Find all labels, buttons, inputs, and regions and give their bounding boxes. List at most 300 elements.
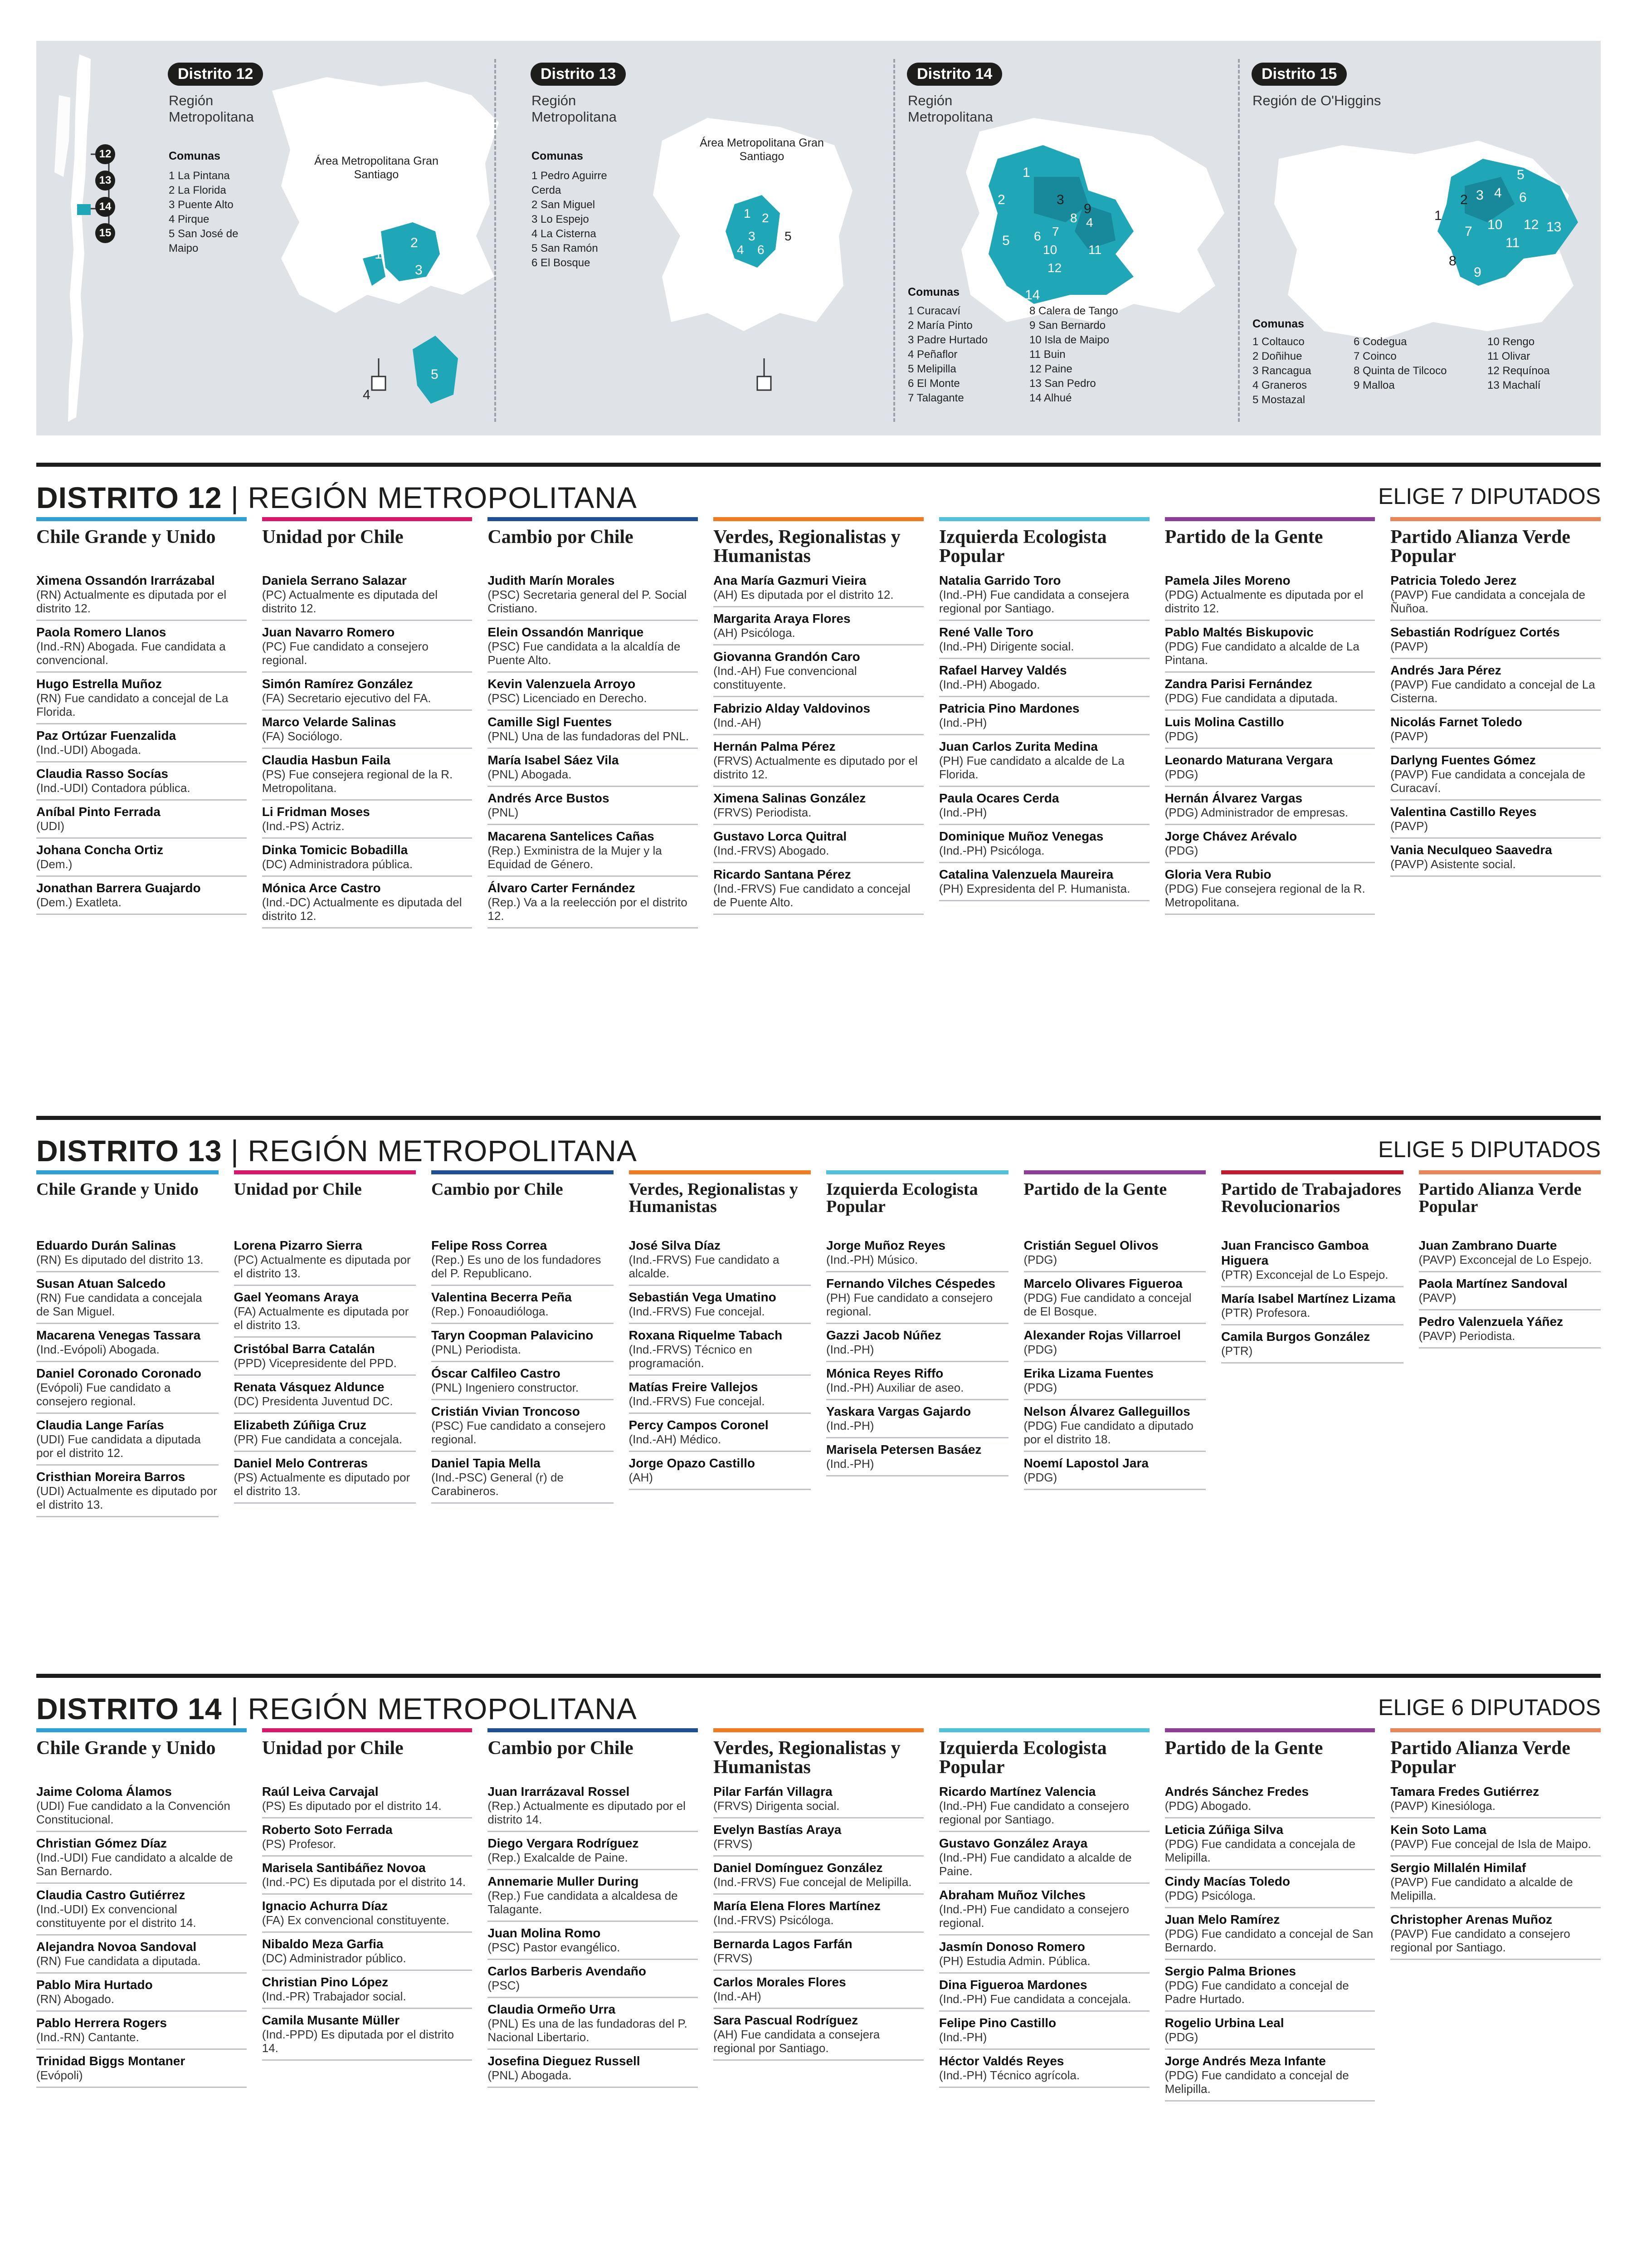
candidate-description: (Rep.) Es uno de los fundadores del P. Republicano. [431, 1253, 601, 1280]
svg-text:3: 3 [415, 263, 423, 278]
candidate-entry [262, 877, 473, 929]
candidate-name: Daniela Serrano Salazar [262, 573, 407, 587]
party-name: Verdes, Regionalistas y Humanistas [713, 527, 901, 567]
comuna-item: 4 Peñaflor [908, 348, 958, 361]
comunas-heading: Comunas [531, 150, 583, 162]
candidate-description: (PC) Actualmente es diputada del distrito 12. [262, 588, 438, 615]
party-column [487, 1728, 698, 2088]
candidate-entry [36, 1974, 247, 2012]
candidate-description: (Ind.-PH) Técnico agrícola. [939, 2068, 1080, 2082]
candidate-entry [629, 1376, 811, 1414]
candidate-name: Sara Pascual Rodríguez [713, 2013, 858, 2027]
candidate-description: (Ind.-PH) [939, 806, 987, 819]
candidate-entry [713, 697, 924, 735]
comuna-item: 4 La Cisterna [531, 228, 596, 240]
candidate-name: Pedro Valenzuela Yáñez [1418, 1315, 1564, 1329]
comuna-item: 3 Puente Alto [169, 199, 234, 211]
candidate-description: (DC) Administrador público. [262, 1951, 406, 1965]
candidate-name: Hernán Palma Pérez [713, 739, 836, 753]
candidate-description: (Ind.-RN) Abogada. Fue candidata a convencional. [36, 640, 226, 667]
candidate-name: Christopher Arenas Muñoz [1390, 1912, 1553, 1926]
candidate-name: Macarena Santelices Cañas [487, 829, 654, 843]
candidate-description: (RN) Fue candidato a concejal de La Florida. [36, 691, 229, 719]
candidate-description: (FRVS) Periodista. [713, 806, 812, 819]
party-column [939, 517, 1150, 901]
candidate-description: (PSC) Licenciado en Derecho. [487, 691, 647, 705]
svg-text:6: 6 [757, 243, 765, 257]
candidate-entry [826, 1324, 1009, 1362]
candidate-name: Andrés Jara Pérez [1390, 663, 1501, 677]
party-color-bar [262, 1728, 473, 1732]
candidate-description: (FRVS) Actualmente es diputado por el distrito 12. [713, 754, 918, 781]
svg-text:4: 4 [363, 387, 370, 402]
candidate-name: Dominique Muñoz Venegas [939, 829, 1104, 843]
candidate-entry [36, 1466, 219, 1517]
candidate-name: Camille Sigl Fuentes [487, 715, 612, 729]
candidate-name: Pablo Herrera Rogers [36, 2016, 167, 2030]
svg-text:2: 2 [410, 235, 418, 250]
candidate-entry [262, 839, 473, 877]
comunas-list [531, 169, 636, 270]
candidate-name: Ricardo Santana Pérez [713, 867, 851, 881]
comunas-list [169, 169, 259, 256]
party-color-bar [826, 1170, 1009, 1174]
candidate-entry [629, 1324, 811, 1376]
svg-text:14: 14 [1025, 288, 1040, 303]
comuna-item: 9 Malloa [1354, 379, 1395, 391]
candidate-name: Nibaldo Meza Garfia [262, 1937, 384, 1951]
candidate-description: (PC) Actualmente es diputada por el distrito 13. [234, 1253, 411, 1280]
candidate-description: (PH) Expresidenta del P. Humanista. [939, 882, 1130, 895]
comuna-item: 10 Isla de Maipo [1029, 334, 1110, 346]
district-region-title: REGIÓN METROPOLITANA [248, 1692, 637, 1725]
candidate-name: Luis Molina Castillo [1164, 715, 1284, 729]
svg-text:13: 13 [975, 265, 990, 280]
svg-text:3: 3 [748, 229, 755, 243]
candidate-entry [1165, 1818, 1375, 1870]
candidate-description: (Ind.-FRVS) Psicóloga. [713, 1913, 834, 1927]
candidate-entry [713, 569, 924, 607]
candidate-name: Tamara Fredes Gutiérrez [1390, 1784, 1540, 1799]
svg-text:10: 10 [1043, 243, 1057, 257]
candidate-name: Óscar Calfileo Castro [431, 1366, 560, 1380]
candidate-entry [1390, 569, 1601, 621]
comunas-list [1029, 304, 1165, 406]
party-color-bar [629, 1170, 811, 1174]
candidate-entry [1390, 1908, 1601, 1960]
candidate-description: (Ind.-PS) Actriz. [262, 819, 345, 833]
comuna-item: 6 El Monte [908, 377, 960, 390]
svg-text:2: 2 [762, 211, 769, 225]
candidate-entry [234, 1338, 416, 1376]
candidate-entry [1419, 1234, 1601, 1272]
candidate-description: (Ind.-PH) Abogado. [939, 678, 1040, 691]
candidate-name: René Valle Toro [939, 625, 1033, 639]
candidate-entry [713, 1780, 924, 1818]
candidate-entry [262, 749, 473, 801]
candidate-description: (Ind.-PH) Psicóloga. [939, 844, 1045, 857]
candidate-description: (PDG) Fue candidata a diputada. [1164, 691, 1338, 705]
candidate-entry [36, 1936, 247, 1974]
candidate-entry [1024, 1400, 1206, 1452]
candidate-name: Kevin Valenzuela Arroyo [487, 677, 636, 691]
candidate-entry [629, 1452, 811, 1490]
candidate-entry [939, 1832, 1150, 1884]
candidate-description: (AH) [628, 1471, 653, 1484]
candidate-description: (DC) Presidenta Juventud DC. [234, 1394, 393, 1408]
candidate-entry [939, 569, 1150, 621]
candidate-name: Felipe Pino Castillo [939, 2016, 1057, 2030]
candidate-name: Matías Freire Vallejos [628, 1380, 758, 1394]
candidate-description: (FRVS) [713, 1951, 753, 1965]
party-color-bar [36, 1170, 219, 1174]
candidate-name: Aníbal Pinto Ferrada [36, 805, 161, 819]
party-column [1024, 1170, 1206, 1490]
district-markers [95, 144, 118, 243]
candidate-name: Carlos Morales Flores [713, 1975, 846, 1989]
candidate-entry [1165, 749, 1375, 787]
candidate-name: Giovanna Grandón Caro [713, 650, 860, 664]
marker-12: 12 [95, 144, 115, 164]
candidate-entry [1221, 1287, 1403, 1325]
candidate-description: (FRVS) Dirigenta social. [713, 1799, 840, 1813]
party-column [1165, 1728, 1375, 2102]
candidate-description: (RN) Fue candidata a concejala de San Miguel. [36, 1291, 202, 1318]
candidate-description: (PTR) Profesora. [1221, 1306, 1311, 1320]
candidate-description: (Ind.-UDI) Contadora pública. [36, 781, 190, 795]
district-region: Región Metropolitana [908, 93, 993, 125]
candidate-name: Paola Martínez Sandoval [1418, 1276, 1568, 1290]
comuna-item: 1 Pedro Aguirre Cerda [531, 170, 607, 196]
comuna-item: 1 La Pintana [169, 170, 230, 182]
candidate-name: Cristóbal Barra Catalán [234, 1342, 375, 1356]
candidate-name: Cristhian Moreira Barros [36, 1470, 185, 1484]
candidate-entry [713, 825, 924, 863]
candidate-description: (PNL) Una de las fundadoras del PNL. [487, 729, 689, 743]
comuna-item: 8 Quinta de Tilcoco [1354, 365, 1447, 377]
party-color-bar [939, 1728, 1150, 1732]
candidate-name: Macarena Venegas Tassara [36, 1328, 201, 1342]
candidate-name: Li Fridman Moses [262, 805, 370, 819]
party-name: Verdes, Regionalistas y Humanistas [713, 1738, 901, 1778]
candidate-description: (PAVP) Fue candidato a consejero regional por Santiago. [1390, 1927, 1570, 1954]
candidate-name: Ximena Salinas González [713, 791, 866, 805]
candidate-entry [487, 787, 698, 825]
candidate-description: (PNL) [487, 806, 519, 819]
svg-text:9: 9 [1084, 201, 1091, 216]
candidate-name: Gustavo Lorca Quitral [713, 829, 847, 843]
candidate-entry [36, 1272, 219, 1324]
candidate-name: Josefina Dieguez Russell [487, 2054, 640, 2068]
party-color-bar [1419, 1170, 1601, 1174]
candidate-description: (Ind.-AH) [713, 1989, 761, 2003]
candidate-description: (Dem.) Exatleta. [36, 895, 122, 909]
svg-text:5: 5 [1517, 167, 1525, 182]
party-column [713, 1728, 924, 2061]
candidate-name: Ignacio Achurra Díaz [262, 1899, 388, 1913]
candidate-name: María Isabel Martínez Lizama [1221, 1291, 1396, 1305]
candidate-entry [713, 607, 924, 645]
candidate-entry [487, 711, 698, 749]
candidate-name: Mónica Arce Castro [262, 881, 381, 895]
candidate-name: Gazzi Jacob Núñez [826, 1328, 941, 1342]
candidate-description: (PAVP) Fue candidata a concejala de Ñuñoa. [1390, 588, 1586, 615]
candidate-entry [939, 863, 1150, 901]
section-divider [494, 59, 496, 422]
candidate-description: (Ind.-PH) Fue candidata a consejera regional por Santiago. [939, 588, 1129, 615]
candidate-entry [36, 1884, 247, 1936]
candidate-entry [629, 1286, 811, 1324]
candidate-description: (Evópoli) [36, 2068, 83, 2082]
candidate-name: Gloria Vera Rubio [1164, 867, 1272, 881]
svg-text:3: 3 [1476, 188, 1484, 203]
candidate-description: (PDG) Fue candidato a concejal de San Bernardo. [1164, 1927, 1374, 1954]
candidate-description: (PDG) [1164, 2030, 1199, 2044]
candidate-name: Álvaro Carter Fernández [487, 881, 635, 895]
title-separator: | [222, 1692, 248, 1725]
candidate-description: (Ind.-PH) Músico. [826, 1253, 918, 1266]
party-name: Verdes, Regionalistas y Humanistas [628, 1180, 798, 1216]
candidate-description: (PS) Fue consejera regional de la R. Metropolitana. [262, 767, 453, 795]
svg-text:6: 6 [1034, 229, 1041, 243]
candidate-name: Judith Marín Morales [487, 573, 615, 587]
candidate-description: (PNL) Abogada. [487, 767, 572, 781]
svg-text:5: 5 [784, 229, 792, 243]
metro-area-label: Área Metropolitana Gran Santiago [700, 137, 824, 163]
candidate-description: (PDG) Fue candidato a alcalde de La Pintana. [1164, 640, 1359, 667]
marker-13: 13 [95, 171, 115, 191]
district-tag: Distrito 14 [907, 63, 1002, 86]
candidate-description: (PAVP) Asistente social. [1390, 857, 1516, 871]
candidate-description: (PAVP) [1390, 729, 1428, 743]
map-district-14 [893, 41, 1274, 435]
candidate-entry [1165, 825, 1375, 863]
candidate-description: (Ind.-Evópoli) Abogada. [36, 1343, 160, 1356]
candidate-entry [262, 1933, 473, 1971]
party-column [1390, 1728, 1601, 1960]
candidate-name: Zandra Parisi Fernández [1164, 677, 1312, 691]
svg-text:6: 6 [1519, 190, 1527, 205]
svg-text:11: 11 [1088, 243, 1102, 257]
candidate-entry [939, 1780, 1150, 1832]
candidate-name: Camila Musante Müller [262, 2013, 400, 2027]
district-region-title: REGIÓN METROPOLITANA [248, 1134, 637, 1168]
candidate-entry [1165, 1870, 1375, 1908]
candidate-name: Valentina Castillo Reyes [1390, 805, 1537, 819]
candidate-description: (Rep.) Exministra de la Mujer y la Equidad de Género. [487, 844, 662, 871]
svg-text:7: 7 [1052, 225, 1059, 239]
candidate-entry [36, 673, 247, 724]
candidate-name: Trinidad Biggs Montaner [36, 2054, 185, 2068]
candidate-description: (PAVP) Exconcejal de Lo Espejo. [1418, 1253, 1592, 1266]
candidate-name: Paula Ocares Cerda [939, 791, 1059, 805]
candidate-description: (Ind.-AH) [713, 716, 761, 729]
metro-area-label: Área Metropolitana Gran Santiago [314, 155, 438, 181]
candidate-entry [826, 1438, 1009, 1476]
candidate-entry [487, 569, 698, 621]
candidate-name: Sebastián Rodríguez Cortés [1390, 625, 1560, 639]
svg-text:12: 12 [1047, 261, 1062, 275]
candidate-name: Jaime Coloma Álamos [36, 1784, 172, 1799]
candidate-description: (PSC) Fue candidata a la alcaldía de Puente Alto. [487, 640, 681, 667]
candidate-entry [1390, 621, 1601, 659]
section-divider [893, 59, 895, 422]
candidate-description: (Ind.-FRVS) Fue concejal de Melipilla. [713, 1875, 912, 1889]
candidate-name: Jorge Andrés Meza Infante [1164, 2054, 1326, 2068]
comuna-item: 3 Rancagua [1252, 365, 1311, 377]
candidate-entry [939, 1936, 1150, 1974]
candidate-entry [826, 1400, 1009, 1438]
candidate-entry [1165, 2012, 1375, 2050]
candidate-entry [262, 1971, 473, 2009]
candidate-name: Juan Navarro Romero [262, 625, 395, 639]
candidate-entry [713, 645, 924, 697]
candidate-name: Elein Ossandón Manrique [487, 625, 644, 639]
candidate-entry [487, 673, 698, 711]
seats-label: ELIGE 7 DIPUTADOS [1378, 484, 1601, 509]
candidate-description: (Ind.-UDI) Ex convencional constituyente por el distrito 14. [36, 1902, 196, 1930]
svg-text:13: 13 [1546, 220, 1562, 235]
candidate-description: (PDG) [1164, 729, 1199, 743]
party-name: Cambio por Chile [487, 527, 633, 547]
comuna-item: 1 Coltauco [1252, 336, 1305, 348]
candidate-name: Eduardo Durán Salinas [36, 1238, 176, 1252]
candidate-entry [36, 1832, 247, 1884]
party-name: Partido de la Gente [1164, 1738, 1323, 1759]
candidate-description: (Ind.-FRVS) Técnico en programación. [628, 1343, 752, 1370]
party-name: Partido de la Gente [1164, 527, 1323, 547]
candidate-description: (UDI) Fue candidato a la Convención Constitucional. [36, 1799, 230, 1826]
candidate-description: (PS) Profesor. [262, 1837, 336, 1851]
district-region: Región de O'Higgins [1252, 93, 1381, 108]
candidate-name: Marisela Santibáñez Novoa [262, 1861, 426, 1875]
comuna-item: 5 Melipilla [908, 363, 956, 375]
candidate-description: (Ind.-PH) Dirigente social. [939, 640, 1074, 653]
candidate-description: (PDG) Psicóloga. [1164, 1889, 1256, 1902]
candidate-entry [234, 1452, 416, 1504]
party-column [36, 517, 247, 915]
candidate-entry [826, 1234, 1009, 1272]
district-title [36, 480, 637, 515]
candidate-description: (PSC) Fue candidato a consejero regional. [431, 1419, 606, 1446]
party-color-bar [36, 517, 247, 521]
candidate-description: (Rep.) Fonoaudióloga. [431, 1305, 549, 1318]
candidate-description: (PSC) [487, 1979, 520, 1992]
candidate-name: Ana María Gazmuri Vieira [713, 573, 867, 587]
party-column [1221, 1170, 1403, 1364]
candidate-name: Patricia Toledo Jerez [1390, 573, 1517, 587]
candidate-entry [262, 673, 473, 711]
candidate-description: (PAVP) [1390, 819, 1428, 833]
comuna-item: 2 San Miguel [531, 199, 595, 211]
comunas-heading: Comunas [169, 150, 220, 162]
candidate-entry [629, 1414, 811, 1452]
candidate-description: (PDG) [1023, 1253, 1057, 1266]
candidate-entry [487, 1998, 698, 2050]
candidate-description: (PAVP) Kinesióloga. [1390, 1799, 1496, 1813]
candidate-name: Héctor Valdés Reyes [939, 2054, 1064, 2068]
party-column [487, 517, 698, 929]
candidate-entry [713, 735, 924, 787]
candidate-entry [36, 1780, 247, 1832]
candidate-description: (AH) Es diputada por el distrito 12. [713, 588, 894, 601]
candidate-name: Alejandra Novoa Sandoval [36, 1940, 197, 1954]
candidate-name: María Isabel Sáez Vila [487, 753, 619, 767]
candidate-entry [1165, 863, 1375, 915]
candidate-name: Bernarda Lagos Farfán [713, 1937, 853, 1951]
map-district-13 [494, 41, 857, 435]
candidate-entry [487, 621, 698, 673]
candidate-name: Daniel Tapia Mella [431, 1456, 541, 1470]
party-column [1165, 517, 1375, 915]
candidate-description: (Ind.-DC) Actualmente es diputada del distrito 12. [262, 895, 462, 923]
candidate-description: (FA) Ex convencional constituyente. [262, 1913, 450, 1927]
candidate-entry [487, 2050, 698, 2088]
svg-text:1: 1 [1023, 165, 1030, 180]
candidate-name: Darlyng Fuentes Gómez [1390, 753, 1536, 767]
candidate-name: Simón Ramírez González [262, 677, 413, 691]
party-color-bar [713, 517, 924, 521]
comunas-list [1487, 335, 1596, 393]
candidate-name: Dina Figueroa Mardones [939, 1978, 1087, 1992]
candidate-description: (Dem.) [36, 857, 73, 871]
comuna-item: 3 Padre Hurtado [908, 334, 988, 346]
candidate-name: José Silva Díaz [628, 1238, 721, 1252]
candidate-description: (RN) Es diputado del distrito 13. [36, 1253, 204, 1266]
candidate-entry [1390, 1857, 1601, 1908]
candidate-description: (PDG) [1023, 1381, 1057, 1394]
candidate-entry [262, 1818, 473, 1857]
candidate-name: Claudia Ormeño Urra [487, 2002, 616, 2016]
comuna-item: 7 Talagante [908, 392, 964, 404]
candidate-name: Nelson Álvarez Galleguillos [1023, 1404, 1190, 1418]
candidate-name: Andrés Arce Bustos [487, 791, 609, 805]
svg-text:3: 3 [1057, 192, 1064, 207]
candidate-description: (Ind.-PH) [826, 1457, 874, 1471]
comuna-item: 2 Doñihue [1252, 350, 1302, 362]
comuna-item: 12 Paine [1029, 363, 1072, 375]
candidate-description: (Ind.-FRVS) Fue concejal. [628, 1394, 765, 1408]
candidate-entry [262, 2009, 473, 2061]
candidate-description: (Ind.-PPD) Es diputada por el distrito 14. [262, 2028, 454, 2055]
candidate-name: Gael Yeomans Araya [234, 1290, 359, 1304]
candidate-description: (Ind.-AH) Médico. [628, 1432, 721, 1446]
district-region-title: REGIÓN METROPOLITANA [248, 481, 637, 514]
map-district-12 [36, 41, 494, 435]
candidate-name: Felipe Ross Correa [431, 1238, 547, 1252]
candidate-name: Christian Pino López [262, 1975, 389, 1989]
candidate-name: Pablo Mira Hurtado [36, 1978, 153, 1992]
candidate-entry [431, 1400, 614, 1452]
candidate-entry [1390, 659, 1601, 711]
district-header [36, 1674, 1601, 1725]
candidate-entry [1165, 711, 1375, 749]
candidate-description: (PDG) Fue candidato a diputado por el distrito 18. [1023, 1419, 1194, 1446]
candidate-entry [262, 569, 473, 621]
party-name: Unidad por Chile [234, 1180, 362, 1199]
candidate-name: Paola Romero Llanos [36, 625, 166, 639]
candidate-description: (PAVP) Periodista. [1418, 1329, 1515, 1343]
candidate-description: (Ind.-FRVS) Fue candidato a alcalde. [628, 1253, 780, 1280]
candidate-entry [234, 1414, 416, 1452]
candidate-name: Jorge Muñoz Reyes [826, 1238, 945, 1252]
candidate-name: Andrés Sánchez Fredes [1164, 1784, 1309, 1799]
candidate-description: (Ind.-FRVS) Abogado. [713, 844, 829, 857]
party-column [713, 517, 924, 915]
svg-text:8: 8 [1449, 254, 1457, 269]
candidate-entry [939, 735, 1150, 787]
map-district-15 [1238, 41, 1601, 435]
